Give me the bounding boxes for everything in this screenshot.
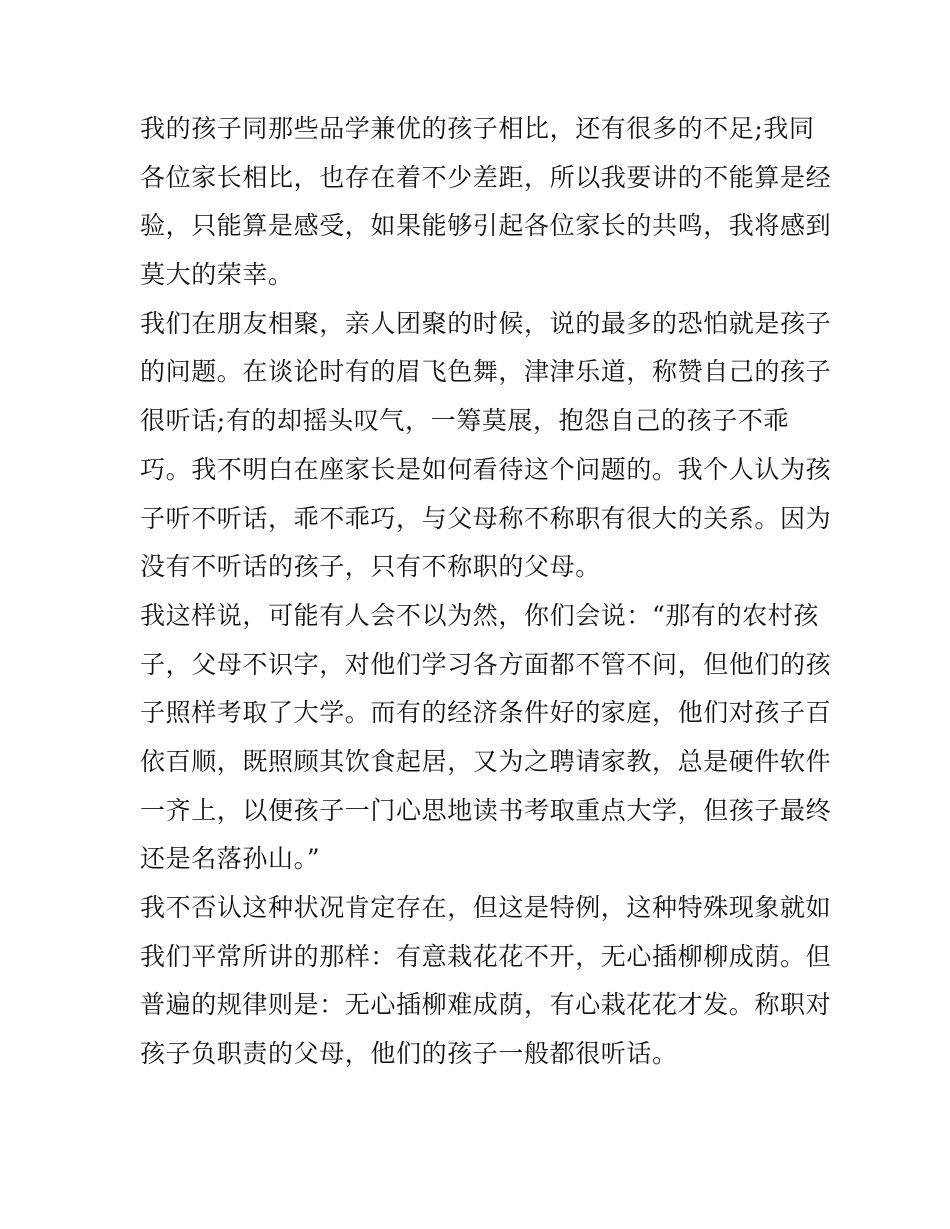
text-line: 莫大的荣幸。	[140, 260, 294, 290]
text-line: 我不否认这种状况肯定存在，但这是特例，这种特殊现象就如	[140, 893, 832, 922]
text-line: 孩子负职责的父母，他们的孩子一般都很听话。	[140, 1039, 678, 1069]
text-line: 子照样考取了大学。而有的经济条件好的家庭，他们对孩子百	[140, 698, 832, 728]
text-line: 我的孩子同那些品学兼优的孩子相比，还有很多的不足;我同	[140, 114, 815, 143]
text-line: 各位家长相比，也存在着不少差距，所以我要讲的不能算是经	[140, 162, 832, 192]
text-line: 普遍的规律则是：无心插柳难成荫，有心栽花花才发。称职对	[140, 990, 832, 1020]
text-line: 我这样说，可能有人会不以为然，你们会说：“那有的农村孩	[140, 600, 819, 630]
text-line: 子，父母不识字，对他们学习各方面都不管不问，但他们的孩	[140, 649, 832, 679]
text-line: 很听话;有的却摇头叹气，一筹莫展，抱怨自己的孩子不乖	[140, 406, 790, 436]
text-line: 子听不听话，乖不乖巧，与父母称不称职有很大的关系。因为	[140, 503, 832, 533]
text-line: 一齐上，以便孩子一门心思地读书考取重点大学，但孩子最终	[140, 795, 832, 825]
text-line: 的问题。在谈论时有的眉飞色舞，津津乐道，称赞自己的孩子	[140, 357, 832, 387]
text-line: 我们在朋友相聚，亲人团聚的时候，说的最多的恐怕就是孩子	[140, 308, 832, 338]
text-line: 巧。我不明白在座家长是如何看待这个问题的。我个人认为孩	[140, 454, 832, 484]
text-line: 还是名落孙山。”	[140, 844, 321, 874]
document-body	[140, 105, 832, 1079]
text-line: 验，只能算是感受，如果能够引起各位家长的共鸣，我将感到	[140, 211, 832, 241]
text-line: 依百顺，既照顾其饮食起居，又为之聘请家教，总是硬件软件	[140, 746, 832, 776]
text-line: 没有不听话的孩子，只有不称职的父母。	[140, 552, 601, 582]
text-line: 我们平常所讲的那样：有意栽花花不开，无心插柳柳成荫。但	[140, 941, 832, 971]
